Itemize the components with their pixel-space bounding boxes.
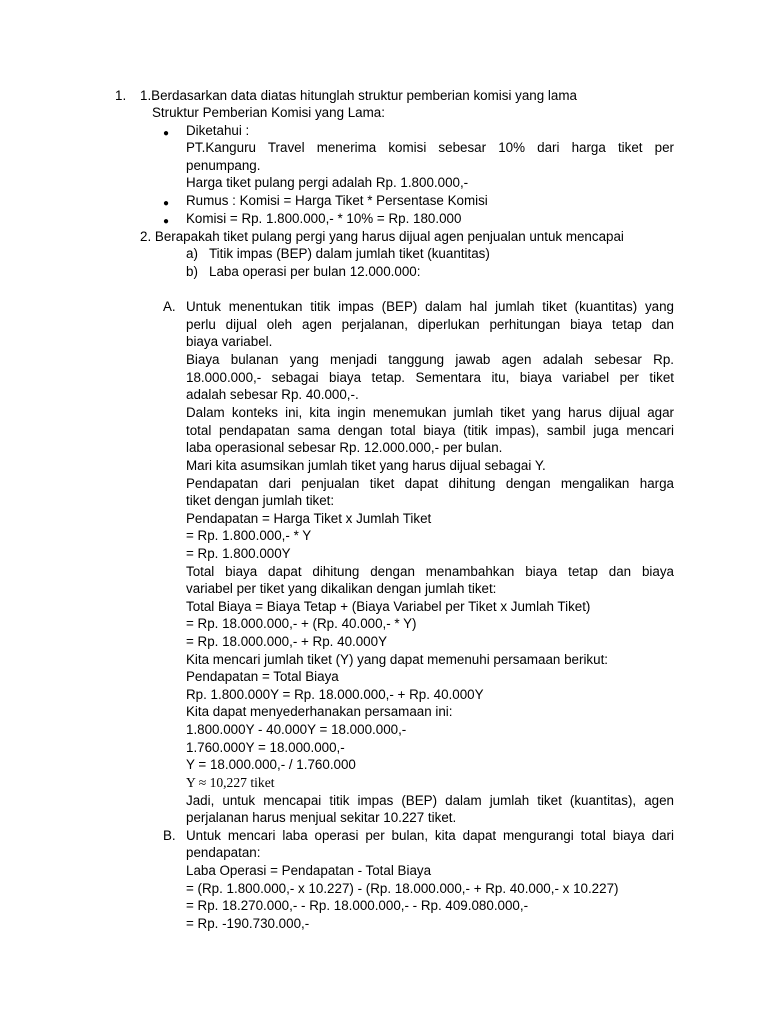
formula-line: = (Rp. 1.800.000,- x 10.227) - (Rp. 18.000.000,- + Rp. 40.000,- x 10.227) [186, 881, 619, 896]
paragraph-line: Kita mencari jumlah tiket (Y) yang dapat memenuhi persamaan berikut: [186, 652, 609, 667]
formula-line: Pendapatan = Total Biaya [186, 669, 339, 684]
paragraph-line: pendapatan: [186, 845, 261, 860]
paragraph-line: Jadi, untuk mencapai titik impas (BEP) dalam jumlah tiket (kuantitas), agen [186, 793, 674, 808]
paragraph-line: Untuk menentukan titik impas (BEP) dalam hal jumlah tiket (kuantitas) yang [186, 299, 674, 314]
subheading-1: Struktur Pemberian Komisi yang Lama: [152, 105, 385, 120]
paragraph-line: variabel per tiket yang dikalikan dengan jumlah tiket: [186, 581, 497, 596]
bullet-text: Rumus : Komisi = Harga Tiket * Persentase Komisi [186, 193, 488, 208]
paragraph-line: perjalanan harus menjual sekitar 10.227 tiket. [186, 810, 457, 825]
paragraph-line: Dalam konteks ini, kita ingin menemukan jumlah tiket yang harus dijual agar [186, 405, 674, 420]
bullet-icon: ● [163, 198, 170, 209]
paragraph-line: Kita dapat menyederhanakan persamaan ini: [186, 704, 453, 719]
formula-line: Total Biaya = Biaya Tetap + (Biaya Variabel per Tiket x Jumlah Tiket) [186, 599, 591, 614]
formula-line: Rp. 1.800.000Y = Rp. 18.000.000,- + Rp. 40.000Y [186, 687, 484, 702]
section-letter-a: A. [163, 299, 176, 314]
bullet-text: Diketahui : [186, 123, 250, 138]
bullet-icon: ● [163, 128, 170, 139]
formula-line: 1.760.000Y = 18.000.000,- [186, 740, 345, 755]
formula-line: = Rp. -190.730.000,- [186, 916, 310, 931]
section-letter-b: B. [163, 828, 176, 843]
paragraph-line: 18.000.000,- sebagai biaya tetap. Sementara itu, biaya variabel per tiket [186, 370, 674, 385]
formula-line: Pendapatan = Harga Tiket x Jumlah Tiket [186, 511, 432, 526]
formula-line: = Rp. 1.800.000Y [186, 546, 291, 561]
paragraph-line: perlu dijual oleh agen perjalanan, diperlukan perhitungan biaya tetap dan [186, 317, 674, 332]
paragraph-line: total pendapatan sama dengan total biaya (titik impas), sambil juga mencari [186, 423, 674, 438]
sub-item-text: Laba operasi per bulan 12.000.000: [209, 264, 421, 279]
paragraph-line: Total biaya dapat dihitung dengan menambahkan biaya tetap dan biaya [186, 564, 674, 579]
paragraph-line: adalah sebesar Rp. 40.000,-. [186, 387, 359, 402]
formula-line: = Rp. 18.000.000,- + Rp. 40.000Y [186, 634, 388, 649]
heading-2: 2. Berapakah tiket pulang pergi yang harus dijual agen penjualan untuk mencapai [140, 229, 624, 244]
formula-line: = Rp. 18.000.000,- + (Rp. 40.000,- * Y) [186, 616, 417, 631]
paragraph-line: Pendapatan dari penjualan tiket dapat dihitung dengan mengalikan harga [186, 476, 674, 491]
sub-item-text: Titik impas (BEP) dalam jumlah tiket (kuantitas) [209, 246, 490, 261]
paragraph-line: PT.Kanguru Travel menerima komisi sebesar 10% dari harga tiket per [186, 140, 674, 155]
heading-1: 1.Berdasarkan data diatas hitunglah struktur pemberian komisi yang lama [140, 88, 577, 103]
formula-line: = Rp. 18.270.000,- - Rp. 18.000.000,- - Rp. 409.080.000,- [186, 898, 529, 913]
paragraph-line: Untuk mencari laba operasi per bulan, kita dapat mengurangi total biaya dari [186, 828, 674, 843]
paragraph-line: penumpang. [186, 158, 261, 173]
sub-item-letter: a) [186, 246, 198, 261]
paragraph-line: tiket dengan jumlah tiket: [186, 493, 335, 508]
paragraph-line: laba operasional sebesar Rp. 12.000.000,- per bulan. [186, 440, 503, 455]
list-number-1: 1. [115, 88, 127, 103]
bullet-text: Komisi = Rp. 1.800.000,- * 10% = Rp. 180.000 [186, 211, 462, 226]
paragraph-line: Biaya bulanan yang menjadi tanggung jawab agen adalah sebesar Rp. [186, 352, 674, 367]
bullet-icon: ● [163, 216, 170, 227]
formula-line: Y ≈ 10,227 tiket [186, 775, 275, 790]
paragraph-line: biaya variabel. [186, 334, 273, 349]
formula-line: Y = 18.000.000,- / 1.760.000 [186, 757, 356, 772]
formula-line: = Rp. 1.800.000,- * Y [186, 528, 312, 543]
paragraph-line: Harga tiket pulang pergi adalah Rp. 1.800.000,- [186, 175, 469, 190]
paragraph-line: Mari kita asumsikan jumlah tiket yang harus dijual sebagai Y. [186, 458, 546, 473]
formula-line: 1.800.000Y - 40.000Y = 18.000.000,- [186, 722, 407, 737]
sub-item-letter: b) [186, 264, 198, 279]
formula-line: Laba Operasi = Pendapatan - Total Biaya [186, 863, 432, 878]
